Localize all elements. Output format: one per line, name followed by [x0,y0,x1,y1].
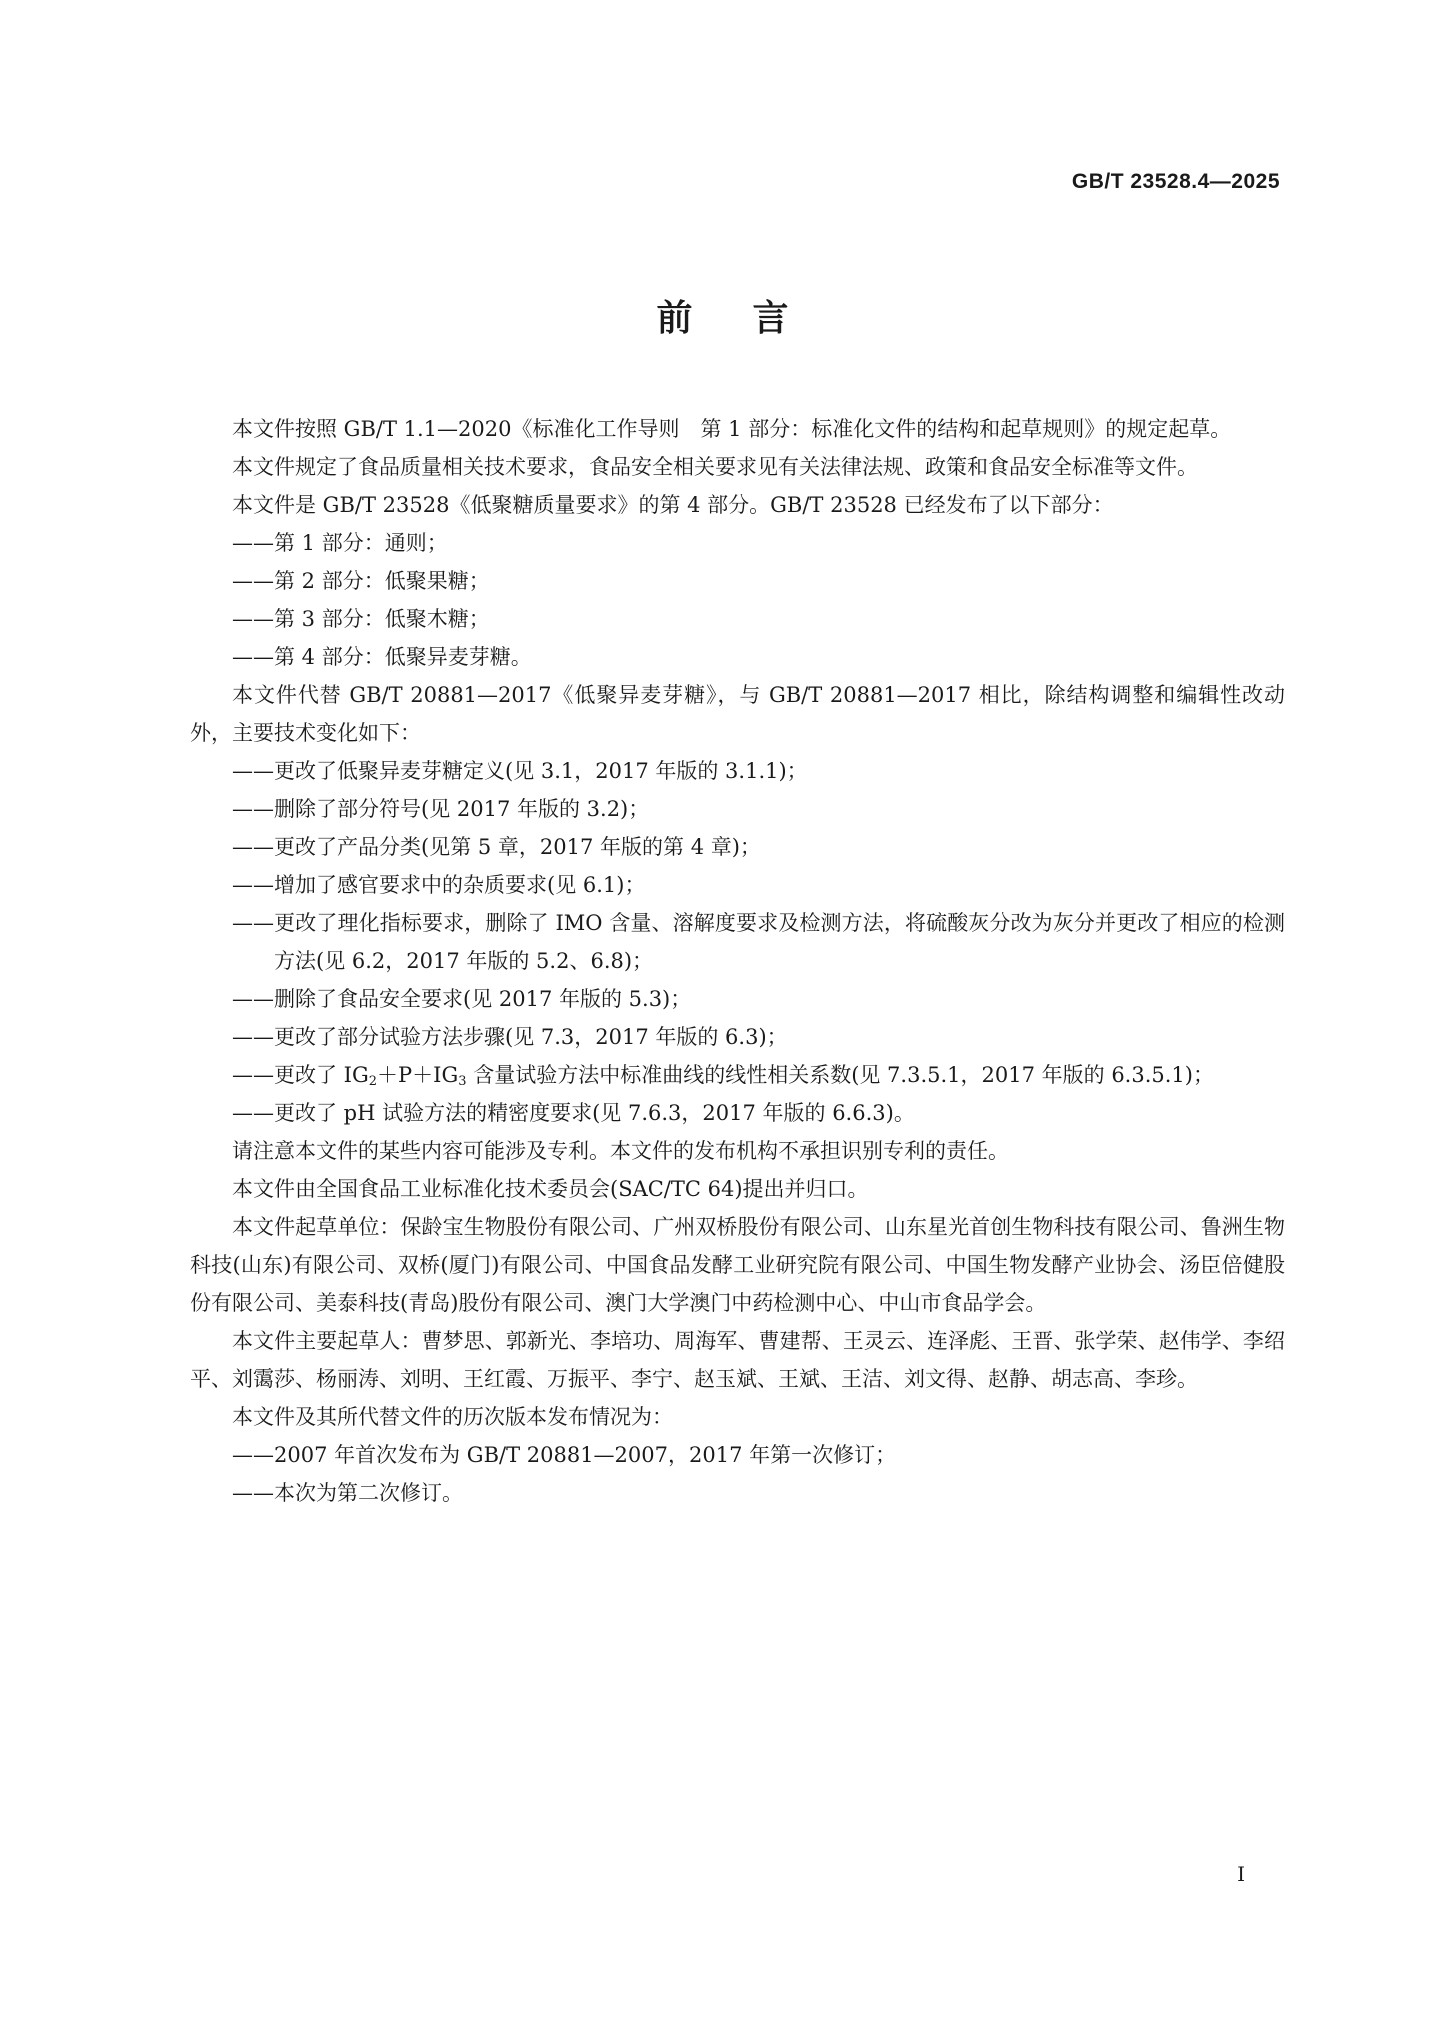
paragraph: 本文件由全国食品工业标准化技术委员会(SAC/TC 64)提出并归口。 [232,1177,869,1201]
list-item: ——更改了 pH 试验方法的精密度要求(见 7.6.3，2017 年版的 6.6.3)。 [232,1101,915,1125]
page-title: 前言 [656,297,849,339]
list-item: ——删除了部分符号(见 2017 年版的 3.2)； [232,797,650,821]
list-item-ig [190,1056,1285,1094]
ig-suffix: 含量试验方法中标准曲线的线性相关系数(见 7.3.5.1，2017 年版的 6.3.5.1)； [466,1063,1214,1087]
list-item: ——本次为第二次修订。 [232,1481,463,1505]
paragraph: 本文件是 GB/T 23528《低聚糖质量要求》的第 4 部分。GB/T 23528 已经发布了以下部分： [232,493,1114,517]
ig-middle: ＋P＋IG [377,1063,459,1087]
page-number: Ⅰ [1237,1862,1245,1886]
list-item: ——更改了理化指标要求，删除了 IMO 含量、溶解度要求及检测方法，将硫酸灰分改为灰分并更改了相应的检测方法(见 6.2，2017 年版的 5.2、6.8)； [232,911,1285,973]
standard-code: GB/T 23528.4—2025 [1071,170,1280,193]
list-item: ——更改了产品分类(见第 5 章，2017 年版的第 4 章)； [232,835,761,859]
list-item: ——第 3 部分：低聚木糖； [232,607,490,631]
paragraph: 本文件代替 GB/T 20881—2017《低聚异麦芽糖》，与 GB/T 20881—2017 相比，除结构调整和编辑性改动外，主要技术变化如下： [190,683,1285,745]
paragraph: 本文件及其所代替文件的历次版本发布情况为： [232,1405,673,1429]
list-item: ——第 4 部分：低聚异麦芽糖。 [232,645,532,669]
list-item: ——删除了食品安全要求(见 2017 年版的 5.3)； [232,987,692,1011]
ig-subscript-2: 3 [458,1074,467,1089]
ig-subscript-1: 2 [368,1074,378,1089]
paragraph: 本文件规定了食品质量相关技术要求，食品安全相关要求见有关法律法规、政策和食品安全标准等文件。 [232,455,1198,479]
paragraph: 本文件起草单位：保龄宝生物股份有限公司、广州双桥股份有限公司、山东星光首创生物科技有限公司、鲁洲生物科技(山东)有限公司、双桥(厦门)有限公司、中国食品发酵工业研究院有限公司、中国生物发酵产业协会、汤臣倍健股份有限公司、美泰科技(青岛)股份有限公司、澳门大学澳门中药检测中心、中山市食品学会。 [190,1215,1285,1315]
list-item: ——更改了部分试验方法步骤(见 7.3，2017 年版的 6.3)； [232,1025,788,1049]
document-body [190,410,1285,1512]
list-item: ——更改了低聚异麦芽糖定义(见 3.1，2017 年版的 3.1.1)； [232,759,808,783]
ig-prefix: ——更改了 IG [232,1063,369,1087]
paragraph: 本文件主要起草人：曹梦思、郭新光、李培功、周海军、曹建帮、王灵云、连泽彪、王晋、张学荣、赵伟学、李绍平、刘霭莎、杨丽涛、刘明、王红霞、万振平、李宁、赵玉斌、王斌、王洁、刘文得、赵静、胡志高、李珍。 [190,1329,1285,1391]
list-item: ——第 1 部分：通则； [232,531,448,555]
list-item: ——增加了感官要求中的杂质要求(见 6.1)； [232,873,646,897]
list-item: ——第 2 部分：低聚果糖； [232,569,490,593]
paragraph: 本文件按照 GB/T 1.1—2020《标准化工作导则 第 1 部分：标准化文件的结构和起草规则》的规定起草。 [232,417,1232,441]
list-item: ——2007 年首次发布为 GB/T 20881—2007，2017 年第一次修订； [232,1443,897,1467]
paragraph: 请注意本文件的某些内容可能涉及专利。本文件的发布机构不承担识别专利的责任。 [232,1139,1009,1163]
